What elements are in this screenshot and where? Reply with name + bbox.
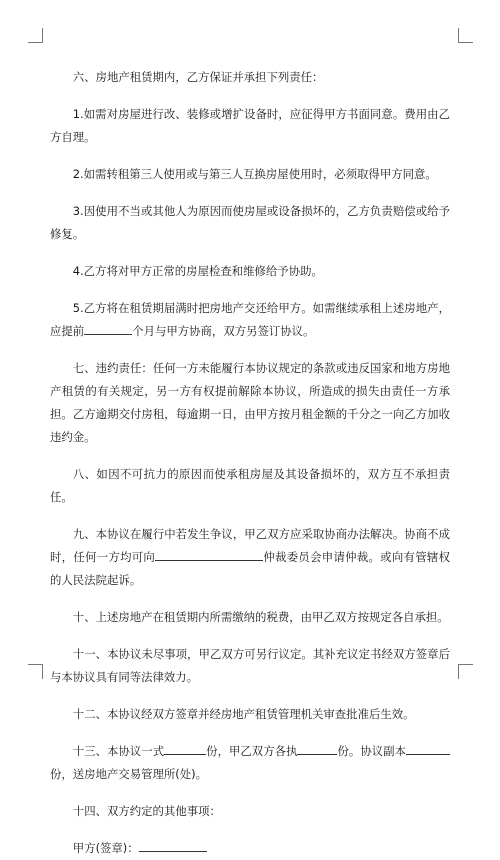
clause-9-text-b: 仲裁委员会申请仲裁。或向有管辖权的人民法院起诉。 [50, 550, 450, 587]
clause-10: 十、上述房地产在租赁期内所需缴纳的税费，由甲乙双方按规定各自承担。 [72, 610, 449, 624]
clause-6-item-3: 3.因使用不当或其他人为原因而使房屋或设备损坏的，乙方负责赔偿或给予修复。 [50, 204, 450, 241]
clause-13-text-c: 份。协议副本 [337, 744, 406, 758]
months-blank [84, 322, 132, 335]
clause-9 [50, 523, 450, 592]
party-a-label: 甲方(签章)： [72, 841, 139, 855]
crop-mark-top-right [458, 28, 473, 43]
clause-11: 十一、本协议未尽事项，甲乙双方可另行议定。其补充议定书经双方签章后与本协议具有同等法律效力。 [50, 647, 450, 684]
clause-6-heading: 六、房地产租赁期内，乙方保证并承担下列责任： [72, 70, 324, 84]
clause-12: 十二、本协议经双方签章并经房地产租赁管理机关审查批准后生效。 [72, 707, 415, 721]
crop-mark-bottom-left [28, 664, 43, 679]
crop-mark-bottom-right [458, 664, 473, 679]
copies-each-blank [297, 742, 337, 755]
copies-duplicate-blank [406, 742, 450, 755]
party-a-signature-blank [139, 839, 207, 852]
clause-9-text-a: 九、本协议在履行中若发生争议，甲乙双方应采取协商办法解决。协商不成时，任何一方均可向 [50, 527, 450, 564]
clause-8: 八、如因不可抗力的原因而使承租房屋及其设备损坏的，双方互不承担责任。 [50, 467, 450, 504]
crop-mark-top-left [28, 28, 43, 43]
clause-6-item-5-text-b: 个月与甲方协商，双方另签订协议。 [132, 324, 315, 338]
clause-13 [50, 740, 450, 786]
signature-line-party-a [50, 837, 450, 860]
arbitration-blank [155, 548, 263, 561]
clause-6-item-5-text-a: 5.乙方将在租赁期届满时把房地产交还给甲方。如需继续承租上述房地产，应提前 [50, 301, 450, 338]
clause-6-item-1: 1.如需对房屋进行改、装修或增扩设备时，应征得甲方书面同意。费用由乙方自理。 [50, 107, 450, 144]
clause-13-text-a: 十三、本协议一式 [72, 744, 165, 758]
clause-6-item-4: 4.乙方将对甲方正常的房屋检查和维修给予协助。 [72, 264, 323, 278]
clause-7: 七、违约责任：任何一方未能履行本协议规定的条款或违反国家和地方房地产租赁的有关规定，另一方有权提前解除本协议，所造成的损失由责任一方承担。乙方逾期交付房租，每逾期一日，由甲方按月租金额的千分之一向乙方加收违约金。 [50, 361, 450, 444]
clause-6-item-5 [50, 297, 450, 343]
clause-6-item-2: 2.如需转租第三人使用或与第三人互换房屋使用时，必须取得甲方同意。 [72, 167, 437, 181]
copies-total-blank [164, 742, 206, 755]
clause-13-text-d: 份，送房地产交易管理所(处)。 [50, 767, 207, 781]
clause-14: 十四、双方约定的其他事项： [72, 804, 221, 818]
clause-13-text-b: 份，甲乙双方各执 [206, 744, 298, 758]
document-body [50, 66, 450, 860]
